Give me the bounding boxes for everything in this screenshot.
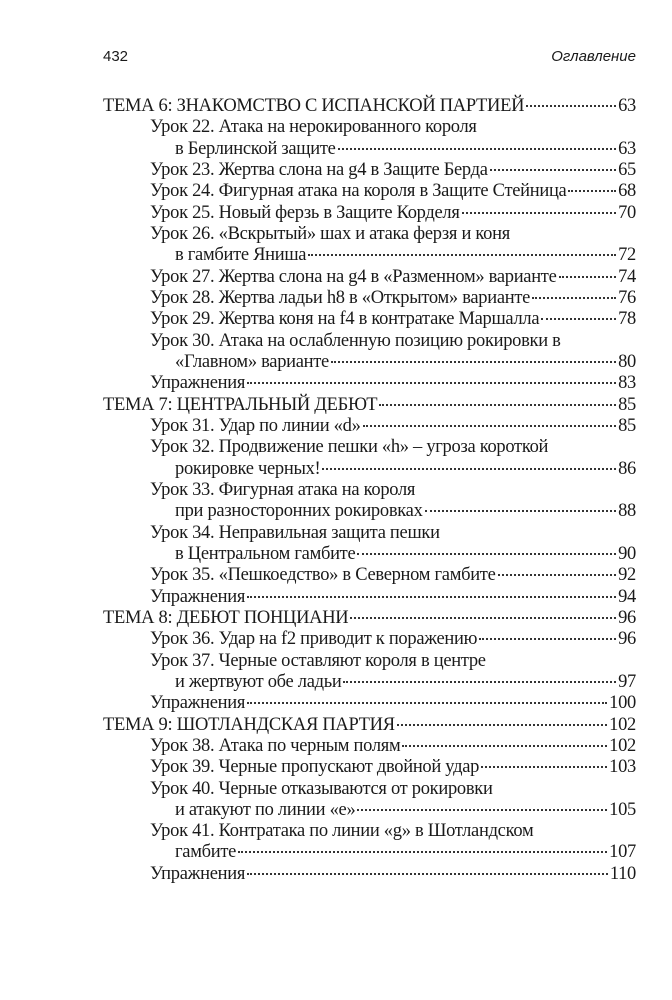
dot-leader (490, 169, 616, 171)
dot-leader (357, 809, 607, 811)
entry-page-number: 103 (609, 757, 636, 778)
entry-page-number: 90 (618, 543, 636, 564)
entry-title: Урок 30. Атака на ослабленную позицию рокировки в (150, 330, 561, 351)
entry-line (103, 288, 636, 309)
entry-page-number: 110 (609, 863, 636, 884)
dot-leader (322, 468, 616, 470)
entry-page-number: 86 (618, 458, 636, 479)
dot-leader (343, 681, 616, 683)
entry-title: Урок 39. Черные пропускают двойной удар (150, 757, 480, 778)
toc-lesson-entry (103, 629, 636, 650)
toc-lesson-entry (103, 309, 636, 330)
entry-continuation-line (103, 245, 636, 266)
entry-line (103, 736, 636, 757)
entry-line (103, 864, 636, 885)
toc-lesson-entry (103, 757, 636, 778)
entry-page-number: 102 (609, 735, 636, 756)
toc-lesson-entry (103, 480, 636, 523)
toc-lesson-entry (103, 821, 636, 864)
toc-lesson-entry (103, 224, 636, 267)
toc-theme-entry (103, 96, 636, 117)
toc-lesson-entry (103, 288, 636, 309)
entry-page-number: 68 (618, 181, 636, 202)
entry-title-continuation: «Главном» варианте (175, 351, 329, 372)
entry-title: Урок 24. Фигурная атака на короля в Защите Стейница (150, 181, 567, 202)
dot-leader (308, 254, 616, 256)
entry-page-number: 102 (609, 714, 636, 735)
entry-line (103, 757, 636, 778)
entry-title-continuation: и жертвуют обе ладьи (175, 671, 342, 692)
dot-leader (532, 297, 616, 299)
entry-line (103, 821, 636, 842)
entry-continuation-line (103, 139, 636, 160)
toc-lesson-entry (103, 117, 636, 160)
entry-line (103, 373, 636, 394)
entry-page-number: 105 (609, 799, 636, 820)
toc-lesson-entry (103, 437, 636, 480)
entry-line (103, 416, 636, 437)
toc-lesson-entry (103, 416, 636, 437)
entry-page-number: 72 (618, 245, 636, 266)
entry-title-continuation: гамбите (175, 842, 237, 863)
entry-line (103, 693, 636, 714)
toc-lesson-entry (103, 587, 636, 608)
dot-leader (462, 212, 617, 214)
toc-lesson-entry (103, 267, 636, 288)
entry-title: ТЕМА 6: ЗНАКОМСТВО С ИСПАНСКОЙ ПАРТИЕЙ (103, 96, 525, 116)
entry-title-continuation: в гамбите Яниша (175, 245, 307, 266)
entry-title: Урок 35. «Пешкоедство» в Северном гамбите (150, 565, 496, 586)
entry-title: Урок 22. Атака на нерокированного короля (150, 117, 477, 138)
entry-continuation-line (103, 501, 636, 522)
entry-title: Урок 26. «Вскрытый» шах и атака ферзя и коня (150, 223, 510, 244)
entry-continuation-line (103, 842, 636, 863)
entry-title-continuation: в Берлинской защите (175, 138, 336, 159)
dot-leader (363, 425, 617, 427)
entry-line (103, 608, 636, 629)
dot-leader (541, 318, 616, 320)
dot-leader (559, 276, 617, 278)
entry-page-number: 74 (618, 266, 636, 287)
entry-page-number: 70 (618, 202, 636, 223)
entry-line (103, 651, 636, 672)
entry-title: Урок 34. Неправильная защита пешки (150, 522, 440, 543)
entry-page-number: 63 (618, 96, 636, 116)
entry-page-number: 85 (618, 394, 636, 415)
entry-title: Урок 36. Удар на f2 приводит к поражению (150, 629, 478, 650)
table-of-contents (103, 96, 636, 885)
entry-line (103, 309, 636, 330)
entry-line (103, 715, 636, 736)
toc-lesson-entry (103, 779, 636, 822)
entry-title-continuation: в Центральном гамбите (175, 543, 356, 564)
entry-page-number: 65 (618, 159, 636, 180)
toc-theme-entry (103, 715, 636, 736)
entry-line (103, 160, 636, 181)
entry-title: Урок 23. Жертва слона на g4 в Защите Берда (150, 159, 488, 180)
toc-lesson-entry (103, 736, 636, 757)
toc-lesson-entry (103, 523, 636, 566)
entry-continuation-line (103, 459, 636, 480)
entry-title: Урок 38. Атака по черным полям (150, 735, 401, 756)
toc-lesson-entry (103, 181, 636, 202)
entry-title: Урок 33. Фигурная атака на короля (150, 479, 416, 500)
entry-line (103, 587, 636, 608)
entry-title: Урок 40. Черные отказываются от рокировки (150, 778, 493, 799)
toc-lesson-entry (103, 373, 636, 394)
dot-leader (479, 638, 616, 640)
entry-title: ТЕМА 9: ШОТЛАНДСКАЯ ПАРТИЯ (103, 714, 395, 735)
entry-page-number: 83 (618, 373, 636, 394)
toc-lesson-entry (103, 651, 636, 694)
dot-leader (350, 617, 616, 619)
entry-line (103, 480, 636, 501)
entry-title: Упражнения (150, 693, 246, 714)
entry-page-number: 63 (618, 138, 636, 159)
dot-leader (379, 404, 616, 406)
entry-line (103, 779, 636, 800)
section-title: Оглавление (551, 48, 636, 65)
entry-line (103, 181, 636, 202)
entry-page-number: 88 (618, 501, 636, 522)
entry-title-continuation: и атакуют по линии «е» (175, 799, 356, 820)
entry-page-number: 94 (618, 586, 636, 607)
entry-title: Упражнения (150, 863, 246, 884)
toc-theme-entry (103, 395, 636, 416)
entry-page-number: 97 (618, 671, 636, 692)
entry-continuation-line (103, 352, 636, 373)
dot-leader (247, 596, 616, 598)
entry-page-number: 107 (609, 842, 636, 863)
entry-page-number: 92 (618, 565, 636, 586)
entry-line (103, 523, 636, 544)
entry-line (103, 224, 636, 245)
entry-title: Урок 27. Жертва слона на g4 в «Разменном» варианте (150, 266, 557, 287)
entry-title: ТЕМА 8: ДЕБЮТ ПОНЦИАНИ (103, 607, 349, 628)
entry-title: Упражнения (150, 373, 246, 394)
entry-continuation-line (103, 544, 636, 565)
entry-title: Урок 25. Новый ферзь в Защите Корделя (150, 202, 460, 223)
toc-lesson-entry (103, 693, 636, 714)
dot-leader (247, 382, 616, 384)
entry-page-number: 80 (618, 351, 636, 372)
page-number: 432 (103, 48, 129, 65)
entry-title: Урок 28. Жертва ладьи h8 в «Открытом» варианте (150, 287, 531, 308)
dot-leader (568, 190, 616, 192)
entry-line (103, 203, 636, 224)
dot-leader (238, 851, 607, 853)
entry-title-continuation: рокировке черных! (175, 458, 321, 479)
toc-lesson-entry (103, 160, 636, 181)
dot-leader (498, 574, 617, 576)
toc-lesson-entry (103, 331, 636, 374)
entry-continuation-line (103, 800, 636, 821)
toc-lesson-entry (103, 565, 636, 586)
entry-title: Урок 37. Черные оставляют короля в центре (150, 650, 486, 671)
toc-lesson-entry (103, 203, 636, 224)
entry-title: Урок 41. Контратака по линии «g» в Шотландском (150, 821, 534, 842)
entry-line (103, 565, 636, 586)
entry-continuation-line (103, 672, 636, 693)
toc-theme-entry (103, 608, 636, 629)
entry-page-number: 96 (618, 607, 636, 628)
entry-title: Упражнения (150, 586, 246, 607)
entry-line (103, 437, 636, 458)
entry-title-continuation: при разносторонних рокировках (175, 501, 423, 522)
entry-line (103, 331, 636, 352)
dot-leader (338, 148, 617, 150)
dot-leader (425, 510, 617, 512)
entry-title: ТЕМА 7: ЦЕНТРАЛЬНЫЙ ДЕБЮТ (103, 394, 378, 415)
entry-page-number: 85 (618, 415, 636, 436)
dot-leader (397, 724, 607, 726)
entry-page-number: 76 (618, 287, 636, 308)
dot-leader (481, 766, 607, 768)
entry-page-number: 96 (618, 629, 636, 650)
entry-line (103, 629, 636, 650)
entry-line (103, 267, 636, 288)
entry-page-number: 100 (609, 693, 636, 714)
running-header (103, 48, 636, 70)
entry-title: Урок 31. Удар по линии «d» (150, 415, 361, 436)
dot-leader (247, 702, 607, 704)
entry-line (103, 117, 636, 138)
dot-leader (402, 745, 607, 747)
dot-leader (526, 105, 616, 107)
dot-leader (331, 361, 616, 363)
dot-leader (357, 553, 616, 555)
entry-line (103, 96, 636, 117)
dot-leader (247, 873, 608, 875)
entry-line (103, 395, 636, 416)
entry-title: Урок 32. Продвижение пешки «h» – угроза короткой (150, 437, 549, 458)
entry-title: Урок 29. Жертва коня на f4 в контратаке Маршалла (150, 309, 540, 330)
toc-lesson-entry (103, 864, 636, 885)
entry-page-number: 78 (618, 309, 636, 330)
